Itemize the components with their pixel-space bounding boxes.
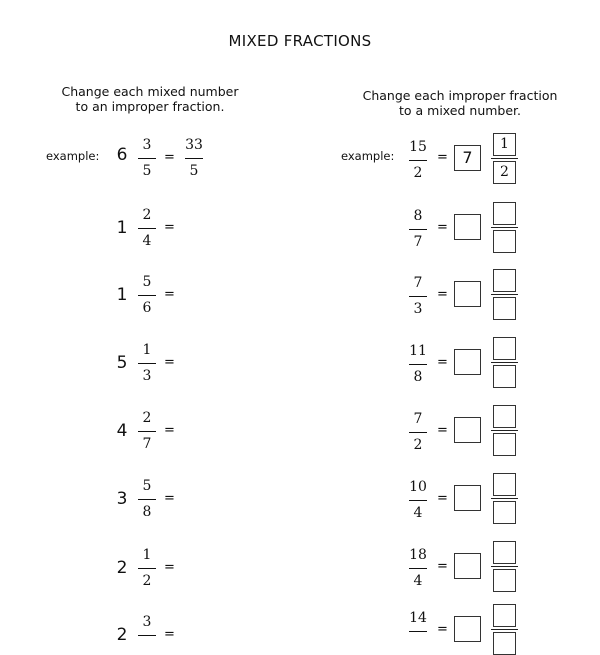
numerator-answer-box[interactable]: [493, 405, 516, 428]
fraction-denominator: 4: [142, 233, 152, 249]
denominator-answer-box[interactable]: [493, 569, 516, 592]
denominator-answer-box[interactable]: [493, 297, 516, 320]
whole-number: 4: [116, 421, 128, 441]
fraction-numerator: 2: [142, 410, 152, 426]
fraction-bar: [491, 158, 518, 159]
equals-sign: =: [164, 627, 175, 642]
right-instructions: [345, 88, 575, 118]
fraction-bar: [491, 227, 518, 228]
denominator-answer-box[interactable]: [493, 230, 516, 253]
fraction-bar: [138, 431, 156, 432]
fraction-bar: [409, 500, 427, 501]
fraction-numerator: 18: [409, 547, 427, 563]
equals-sign: =: [437, 220, 448, 235]
whole-number: 2: [116, 625, 128, 645]
equals-sign: =: [437, 423, 448, 438]
equals-sign: =: [164, 355, 175, 370]
fraction-denominator: 8: [142, 504, 152, 520]
fraction-denominator: 7: [142, 436, 152, 452]
fraction-bar: [138, 499, 156, 500]
whole-answer-box[interactable]: [454, 417, 481, 443]
fraction-numerator: 10: [409, 479, 427, 495]
fraction-bar: [409, 296, 427, 297]
fraction-bar: [185, 158, 203, 159]
equals-sign: =: [164, 423, 175, 438]
left-instruction-line1: Change each mixed number: [61, 84, 239, 99]
equals-sign: =: [437, 355, 448, 370]
whole-number: 1: [116, 218, 128, 238]
fraction-denominator: 3: [142, 368, 152, 384]
whole-answer-box[interactable]: [454, 616, 481, 642]
left-instruction-line2: to an improper fraction.: [75, 99, 225, 114]
equals-sign: =: [164, 491, 175, 506]
numerator-answer-box[interactable]: [493, 269, 516, 292]
left-instructions: [40, 84, 260, 114]
fraction-numerator: 1: [142, 547, 152, 563]
fraction-numerator: 3: [142, 614, 152, 630]
fraction-bar: [491, 430, 518, 431]
right-instruction-line1: Change each improper fraction: [362, 88, 558, 103]
fraction-bar: [409, 160, 427, 161]
fraction-bar: [409, 631, 427, 632]
denominator-answer-box[interactable]: [493, 365, 516, 388]
fraction-bar: [138, 635, 156, 636]
denominator-answer-box[interactable]: [493, 501, 516, 524]
fraction-numerator: 5: [142, 274, 152, 290]
fraction-numerator: 7: [413, 411, 423, 427]
whole-answer-box[interactable]: [454, 214, 481, 240]
fraction-denominator: 5: [142, 163, 152, 179]
whole-answer-box[interactable]: [454, 349, 481, 375]
fraction-numerator: 5: [142, 478, 152, 494]
equals-sign: =: [437, 287, 448, 302]
denominator-answer-box[interactable]: [493, 433, 516, 456]
whole-number: 5: [116, 353, 128, 373]
fraction-denominator: 7: [413, 234, 423, 250]
worksheet-title: MIXED FRACTIONS: [228, 32, 372, 50]
example-whole-answer-box: 7: [454, 145, 481, 171]
fraction-denominator: 2: [413, 437, 423, 453]
equals-sign: =: [437, 622, 448, 637]
whole-number: 3: [116, 489, 128, 509]
equals-sign: =: [164, 560, 175, 575]
equals-sign: =: [437, 559, 448, 574]
fraction-bar: [138, 158, 156, 159]
numerator-answer-box[interactable]: [493, 541, 516, 564]
whole-answer-box[interactable]: [454, 281, 481, 307]
right-example-label: example:: [341, 149, 395, 163]
whole-answer-box[interactable]: [454, 553, 481, 579]
fraction-bar: [409, 432, 427, 433]
fraction-bar: [409, 568, 427, 569]
answer-numerator: 33: [185, 137, 203, 153]
fraction-numerator: 7: [413, 275, 423, 291]
numerator-answer-box[interactable]: [493, 473, 516, 496]
fraction-denominator: 4: [413, 573, 423, 589]
fraction-bar: [409, 364, 427, 365]
fraction-denominator: 8: [413, 369, 423, 385]
fraction-bar: [491, 566, 518, 567]
fraction-denominator: 2: [413, 165, 423, 181]
equals-sign: =: [437, 150, 448, 165]
whole-answer-box[interactable]: [454, 485, 481, 511]
fraction-bar: [409, 229, 427, 230]
whole-number: 2: [116, 558, 128, 578]
numerator-answer-box[interactable]: [493, 337, 516, 360]
equals-sign: =: [164, 287, 175, 302]
fraction-numerator: 15: [409, 139, 427, 155]
fraction-denominator: 3: [413, 301, 423, 317]
numerator-answer-box[interactable]: [493, 604, 516, 627]
fraction-bar: [138, 295, 156, 296]
fraction-denominator: 2: [142, 573, 152, 589]
fraction-numerator: 11: [409, 343, 427, 359]
left-example-label: example:: [46, 149, 100, 163]
fraction-numerator: 8: [413, 208, 423, 224]
equals-sign: =: [164, 150, 175, 165]
fraction-bar: [138, 568, 156, 569]
fraction-numerator: 3: [142, 137, 152, 153]
fraction-numerator: 2: [142, 207, 152, 223]
fraction-numerator: 1: [142, 342, 152, 358]
answer-denominator: 5: [189, 163, 199, 179]
fraction-numerator: 14: [409, 610, 427, 626]
fraction-bar: [138, 363, 156, 364]
fraction-bar: [491, 362, 518, 363]
example-numerator-answer-box: 1: [493, 133, 516, 156]
fraction-denominator: 4: [413, 505, 423, 521]
example-whole-number: 6: [116, 145, 128, 165]
whole-number: 1: [116, 285, 128, 305]
equals-sign: =: [164, 220, 175, 235]
example-denominator-answer-box: 2: [493, 161, 516, 184]
fraction-bar: [491, 498, 518, 499]
numerator-answer-box[interactable]: [493, 202, 516, 225]
denominator-answer-box[interactable]: [493, 632, 516, 655]
fraction-bar: [491, 294, 518, 295]
fraction-bar: [138, 228, 156, 229]
equals-sign: =: [437, 491, 448, 506]
fraction-denominator: 6: [142, 300, 152, 316]
right-instruction-line2: to a mixed number.: [398, 103, 522, 118]
